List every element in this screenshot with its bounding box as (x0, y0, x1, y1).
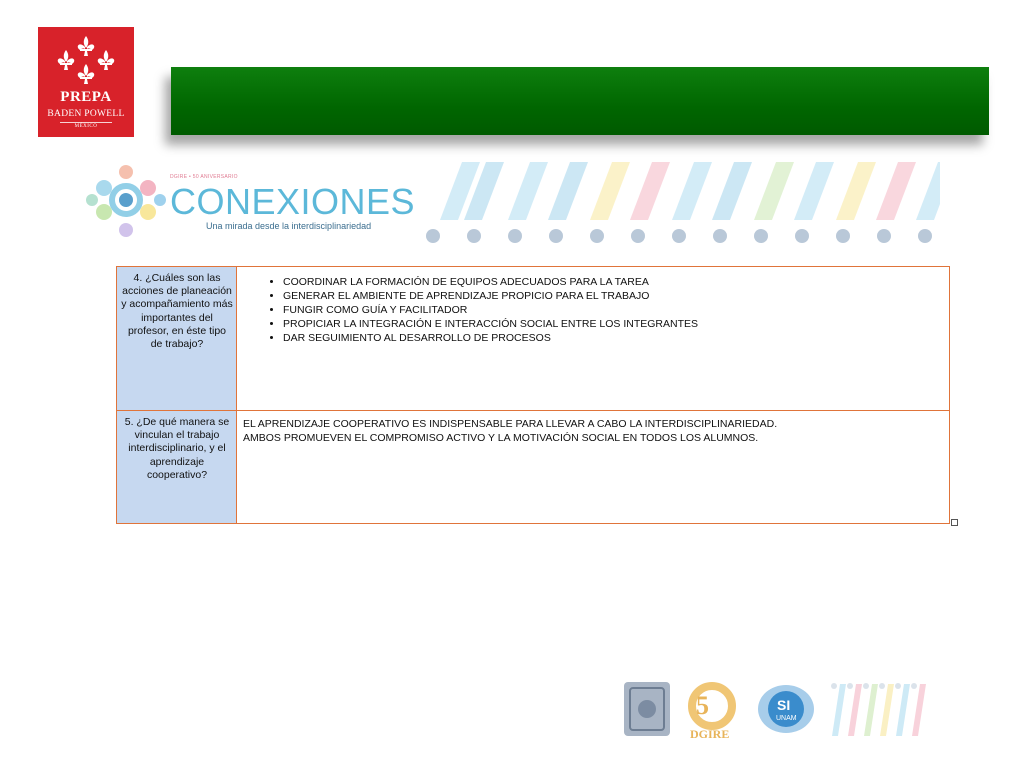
dgire-50-icon (690, 686, 732, 741)
fleur-de-lis-icon (38, 35, 134, 93)
si-label: SI (777, 697, 791, 713)
answer-cell (237, 411, 950, 524)
table-row (117, 411, 950, 524)
unam-label: UNAM (776, 715, 797, 722)
logo-country: MÉXICO (74, 124, 98, 129)
list-item: • GENERAR EL AMBIENTE DE APRENDIZAJE PROPICIO PARA EL TRABAJO (283, 289, 943, 303)
answer-line: AMBOS PROMUEVEN EL COMPROMISO ACTIVO Y LA MOTIVACIÓN SOCIAL EN TODOS LOS ALUMNOS. (243, 432, 759, 444)
qa-table (116, 266, 950, 524)
logo-title: PREPA (60, 89, 112, 105)
decorative-stripes (420, 160, 940, 250)
unam-seal-icon (624, 682, 670, 736)
question-cell: 5. ¿De qué manera se vinculan el trabajo interdisciplinario, y el aprendizaje cooperativo? (117, 411, 237, 524)
prepa-baden-powell-logo (38, 27, 134, 137)
list-item: • DAR SEGUIMIENTO AL DESARROLLO DE PROCESOS (283, 331, 943, 345)
question-cell: 4. ¿Cuáles son las acciones de planeación y acompañamiento más importantes del profesor, en éste tipo de trabajo? (117, 267, 237, 411)
logo-subtitle: BADEN POWELL (47, 109, 125, 119)
brand-subtitle: Una mirada desde la interdisciplinariedad (206, 221, 372, 231)
list-item: • PROPICIAR LA INTEGRACIÓN E INTERACCIÓN SOCIAL ENTRE LOS INTEGRANTES (283, 317, 943, 331)
dgire-label: DGIRE (690, 727, 730, 741)
logo-divider (60, 122, 112, 123)
list-item: • COORDINAR LA FORMACIÓN DE EQUIPOS ADECUADOS PARA LA TAREA (283, 275, 943, 289)
table-resize-handle[interactable] (951, 519, 958, 526)
list-item: • FUNGIR COMO GUÍA Y FACILITADOR (283, 303, 943, 317)
brand-name: CONEXIONES (170, 181, 416, 222)
decorative-stripes-small (831, 683, 926, 736)
brand-tagline: DGIRE • 50 ANIVERSARIO (170, 174, 238, 180)
si-unam-icon (758, 685, 814, 733)
footer-logos (620, 678, 940, 742)
table-row (117, 267, 950, 411)
answer-bullet-list (243, 275, 943, 345)
answer-cell (237, 267, 950, 411)
answer-line: EL APRENDIZAJE COOPERATIVO ES INDISPENSABLE PARA LLEVAR A CABO LA INTERDISCIPLINARIEDAD. (243, 418, 778, 430)
title-banner (171, 67, 989, 135)
svg-text:5: 5 (696, 691, 709, 720)
